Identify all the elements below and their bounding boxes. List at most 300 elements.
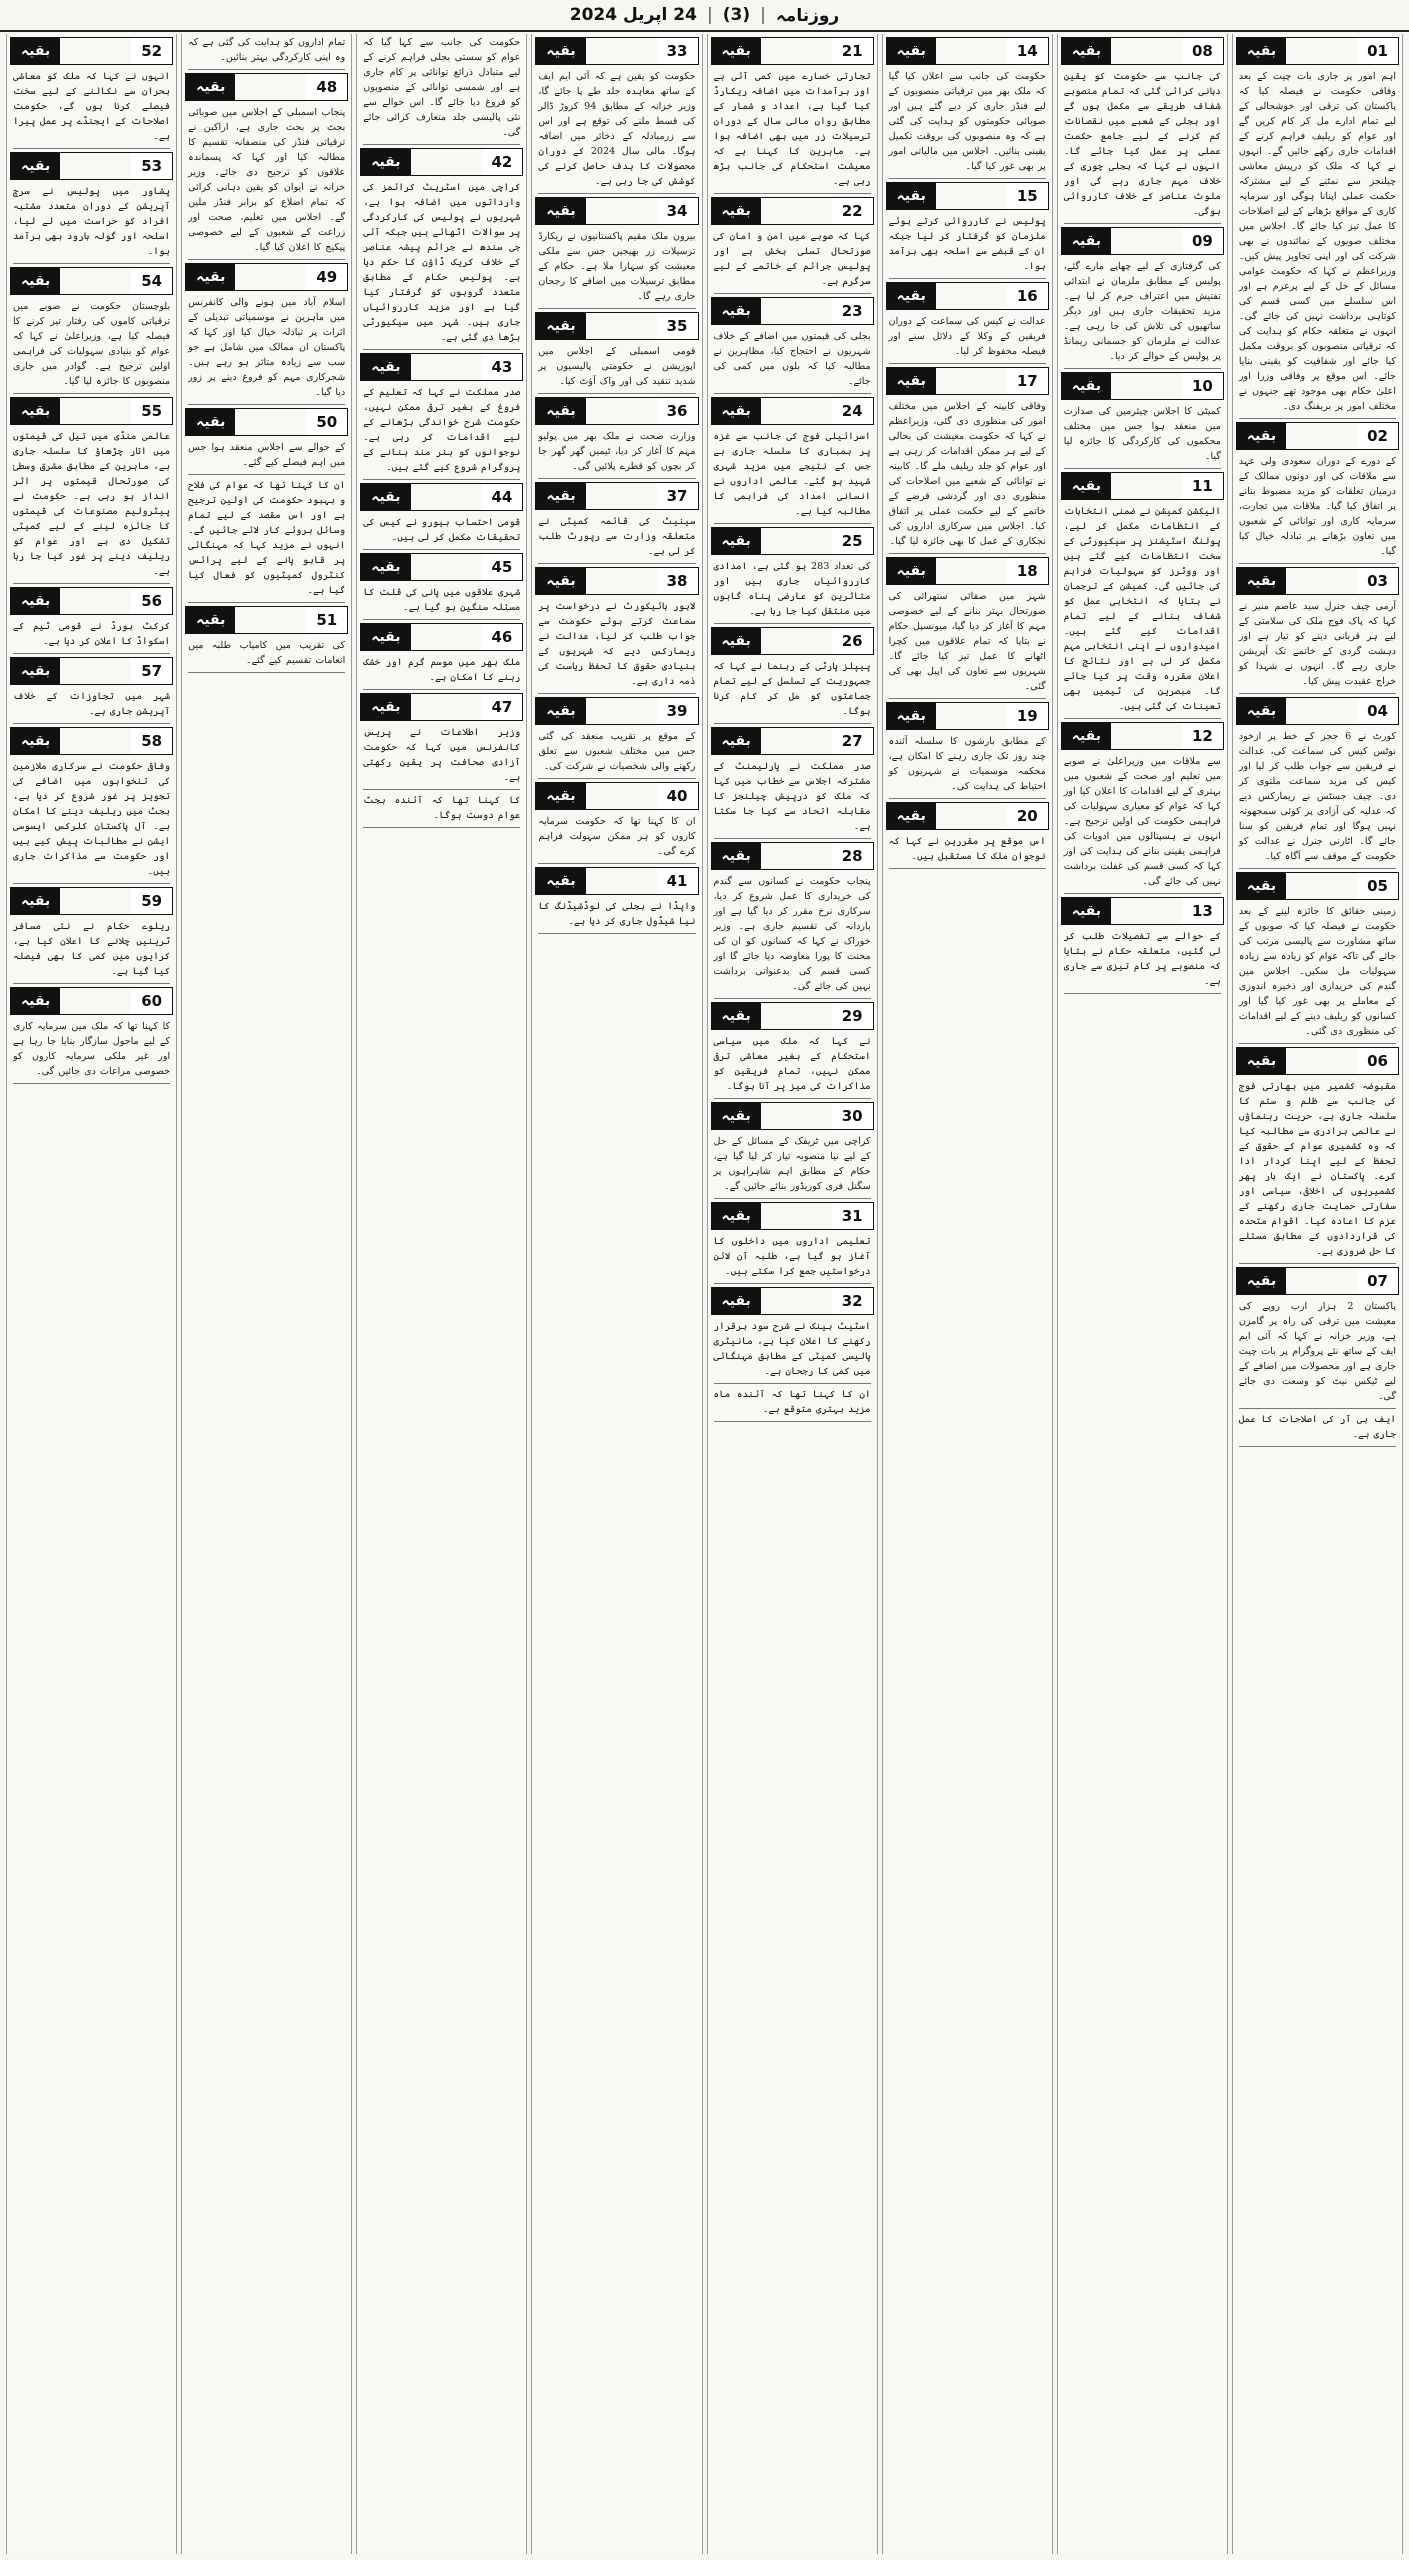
continuation-section bbox=[182, 477, 351, 603]
continuation-label: بقیہ bbox=[712, 728, 761, 754]
continuation-section bbox=[708, 727, 877, 839]
divider bbox=[714, 1383, 871, 1384]
divider bbox=[363, 479, 520, 480]
continuation-text: پولیس نے کارروائی کرتے ہوئے ملزمان کو گرفتار کر لیا جبکہ ان کے قبضے سے اسلحہ بھی برآمد ہوا۔ bbox=[888, 216, 1046, 272]
continuation-label: بقیہ bbox=[536, 783, 585, 809]
continuation-section bbox=[1058, 227, 1227, 369]
continuation-label: بقیہ bbox=[1237, 698, 1286, 724]
continuation-text: کے حوالے سے تفصیلات طلب کر لی گئیں، متعلقہ حکام نے بتایا کہ منصوبے پر کام تیزی سے جاری ہے۔ bbox=[1063, 931, 1221, 987]
continuation-header bbox=[535, 37, 698, 65]
continuation-number: 12 bbox=[1182, 723, 1223, 749]
continuation-text: ان کا کہنا تھا کہ حکومت سرمایہ کاروں کو ہر ممکن سہولت فراہم کرے گی۔ bbox=[538, 816, 696, 857]
divider bbox=[13, 883, 170, 884]
continuation-text: عالمی منڈی میں تیل کی قیمتوں میں اتار چڑھاؤ کا سلسلہ جاری ہے، ماہرین کے مطابق مشرق وسطیٰ کی صورتحال قیمتوں پر اثر انداز ہو رہی ہے۔ حکومت نے پیٹرولیم مصنوعات کی قیمتوں کا جائزہ لینے کے لیے کمیٹی تشکیل دی ہے اور عوام کو ریلیف دینے پر غور کیا جا رہا ہے۔ bbox=[13, 431, 171, 577]
continuation-header bbox=[360, 483, 523, 511]
continuation-text: قومی اسمبلی کے اجلاس میں اپوزیشن نے حکومتی پالیسیوں پر شدید تنقید کی اور واک آؤٹ کیا۔ bbox=[538, 346, 696, 387]
divider bbox=[363, 549, 520, 550]
continuation-header bbox=[360, 353, 523, 381]
divider bbox=[889, 553, 1046, 554]
divider bbox=[13, 1083, 170, 1084]
continuation-section bbox=[883, 37, 1052, 179]
continuation-label: بقیہ bbox=[11, 988, 60, 1014]
continuation-header bbox=[886, 367, 1049, 395]
continuation-header bbox=[711, 1287, 874, 1315]
continuation-text: بلوچستان حکومت نے صوبے میں ترقیاتی کاموں کی رفتار تیز کرنے کا فیصلہ کیا ہے، وزیراعلیٰ نے کہا کہ عوام کو بنیادی سہولیات کی فراہمی اولین ترجیح ہے۔ گوادر میں جاری منصوبوں کا جائزہ لیا گیا۔ bbox=[13, 301, 171, 387]
continuation-label: بقیہ bbox=[712, 1288, 761, 1314]
continuation-label: بقیہ bbox=[712, 38, 761, 64]
continuation-number: 45 bbox=[482, 554, 523, 580]
continuation-number: 39 bbox=[657, 698, 698, 724]
continuation-label: بقیہ bbox=[1062, 723, 1111, 749]
continuation-number: 24 bbox=[832, 398, 873, 424]
continuation-text: پنجاب اسمبلی کے اجلاس میں صوبائی بجٹ پر بحث جاری ہے، اراکین نے ترقیاتی فنڈز کی منصفانہ تقسیم کا مطالبہ کیا اور کہا کہ پسماندہ علاقوں کو ترجیح دی جائے۔ وزیر خزانہ نے ایوان کو یقین دہانی کرائی کہ تمام اضلاع کو برابر فنڈز ملیں گے۔ اجلاس میں تعلیم، صحت اور زراعت کے شعبوں کے لیے خصوصی پیکیج کا اعلان کیا گیا۔ bbox=[188, 107, 346, 253]
continuation-header bbox=[886, 182, 1049, 210]
divider bbox=[889, 363, 1046, 364]
divider bbox=[538, 693, 695, 694]
divider bbox=[188, 69, 345, 70]
continuation-label: بقیہ bbox=[712, 298, 761, 324]
continuation-header bbox=[1061, 472, 1224, 500]
continuation-number: 06 bbox=[1357, 1048, 1398, 1074]
continuation-number: 36 bbox=[657, 398, 698, 424]
continuation-header bbox=[10, 267, 173, 295]
continuation-header bbox=[711, 1102, 874, 1130]
column-6 bbox=[356, 34, 527, 2554]
continuation-header bbox=[360, 623, 523, 651]
continuation-section bbox=[708, 527, 877, 624]
continuation-text: زمینی حقائق کا جائزہ لینے کے بعد حکومت نے فیصلہ کیا کہ صوبوں کے ساتھ مشاورت سے پالیسی مرتب کی جائے گی تاکہ عوام کو زیادہ سے زیادہ سہولیات مل سکیں۔ اجلاس میں گندم کی خریداری اور ذخیرہ اندوزی کے معاملے پر بھی غور کیا گیا اور کسانوں کو ریلیف دینے کے لیے اقدامات کی منظوری دی گئی۔ bbox=[1238, 906, 1396, 1037]
continuation-section bbox=[1233, 567, 1402, 694]
continuation-text: بجلی کی قیمتوں میں اضافے کے خلاف شہریوں نے احتجاج کیا، مظاہرین نے مطالبہ کیا کہ بلوں میں کمی کی جائے۔ bbox=[713, 331, 871, 387]
continuation-section bbox=[883, 182, 1052, 279]
continuation-text: کے حوالے سے اجلاس منعقد ہوا جس میں اہم فیصلے کیے گئے۔ bbox=[188, 442, 346, 468]
continuation-section bbox=[532, 397, 701, 479]
divider bbox=[714, 523, 871, 524]
continuation-header bbox=[711, 527, 874, 555]
continuation-text: حکومت کی جانب سے اعلان کیا گیا کہ ملک بھر میں ترقیاتی منصوبوں کے لیے فنڈز جاری کر دیے گئے ہیں اور صوبائی حکومتوں کو ہدایت کی گئی ہے کہ وہ منصوبوں کی بروقت تکمیل یقینی بنائیں۔ اجلاس میں مالیاتی امور پر بھی غور کیا گیا۔ bbox=[888, 71, 1046, 172]
continuation-section bbox=[708, 627, 877, 724]
column-1 bbox=[1232, 34, 1403, 2554]
continuation-section bbox=[1233, 37, 1402, 419]
continuation-label: بقیہ bbox=[186, 409, 235, 435]
continuation-text: سینیٹ کی قائمہ کمیٹی نے متعلقہ وزارت سے رپورٹ طلب کر لی ہے۔ bbox=[538, 516, 696, 557]
continuation-section bbox=[532, 37, 701, 194]
divider bbox=[538, 308, 695, 309]
continuation-section bbox=[7, 587, 176, 654]
continuation-number: 17 bbox=[1007, 368, 1048, 394]
continuation-label: بقیہ bbox=[361, 484, 410, 510]
continuation-section bbox=[357, 483, 526, 550]
continuation-label: بقیہ bbox=[887, 368, 936, 394]
continuation-label: بقیہ bbox=[11, 38, 60, 64]
divider bbox=[714, 998, 871, 999]
continuation-label: بقیہ bbox=[887, 803, 936, 829]
continuation-section bbox=[532, 482, 701, 564]
continuation-header bbox=[360, 148, 523, 176]
continuation-header bbox=[535, 397, 698, 425]
divider bbox=[13, 983, 170, 984]
continuation-header bbox=[1061, 37, 1224, 65]
continuation-text: سے ملاقات میں وزیراعلیٰ نے صوبے میں تعلیم اور صحت کے شعبوں میں بہتری کے لیے اقدامات کا اعلان کیا اور کہا کہ عوام کو معیاری سہولیات کی فراہمی حکومت کی اولین ترجیح ہے۔ انہوں نے ہسپتالوں میں ادویات کی فراہمی یقینی بنانے کی ہدایت کی اور کہا کہ کسی قسم کی غفلت برداشت نہیں کی جائے گی۔ bbox=[1063, 756, 1221, 887]
continuation-label: بقیہ bbox=[11, 153, 60, 179]
continuation-text: ان کا کہنا تھا کہ عوام کی فلاح و بہبود حکومت کی اولین ترجیح ہے اور اس مقصد کے لیے تمام وسائل بروئے کار لائے جائیں گے۔ انہوں نے مزید کہا کہ مہنگائی پر قابو پانے کے لیے پرائس کنٹرول کمیٹیوں کو فعال کیا گیا ہے۔ bbox=[188, 480, 346, 596]
continuation-text: حکومت کی جانب سے کہا گیا کہ عوام کو سستی بجلی فراہم کرنے کے لیے متبادل ذرائع توانائی پر کام جاری ہے اور شمسی توانائی کے منصوبوں کو فروغ دیا جائے گا۔ اس حوالے سے نئی پالیسی جلد متعارف کرائی جائے گی۔ bbox=[363, 37, 521, 138]
divider bbox=[889, 698, 1046, 699]
continuation-text: پاکستان 2 ہزار ارب روپے کی معیشت میں ترقی کی راہ پر گامزن ہے، وزیر خزانہ نے کہا کہ آئی ایم ایف کے ساتھ نئے پروگرام پر بات چیت جاری ہے اور محصولات میں اضافے کے لیے ٹیکس نیٹ کو وسعت دی جائے گی۔ bbox=[1238, 1301, 1396, 1402]
divider bbox=[538, 863, 695, 864]
continuation-header bbox=[711, 297, 874, 325]
continuation-text: پیپلز پارٹی کے رہنما نے کہا کہ جمہوریت کے تسلسل کے لیے تمام جماعتوں کو مل کر کام کرنا ہوگا۔ bbox=[713, 661, 871, 717]
continuation-number: 10 bbox=[1182, 373, 1223, 399]
divider bbox=[714, 193, 871, 194]
continuation-section bbox=[532, 697, 701, 779]
continuation-label: بقیہ bbox=[712, 1003, 761, 1029]
continuation-text: ان کا کہنا تھا کہ آئندہ ماہ مزید بہتری متوقع ہے۔ bbox=[713, 1389, 871, 1415]
continuation-text: وزیر اطلاعات نے پریس کانفرنس میں کہا کہ حکومت آزادی صحافت پر یقین رکھتی ہے۔ bbox=[363, 727, 521, 783]
continuation-number: 13 bbox=[1182, 898, 1223, 924]
divider bbox=[363, 144, 520, 145]
continuation-label: بقیہ bbox=[1062, 38, 1111, 64]
continuation-header bbox=[1236, 37, 1399, 65]
continuation-text: صدر مملکت نے پارلیمنٹ کے مشترکہ اجلاس سے خطاب میں کہا کہ ملک کو درپیش چیلنجز کا مقابلہ اتحاد سے کیا جا سکتا ہے۔ bbox=[713, 761, 871, 832]
continuation-section bbox=[1233, 697, 1402, 869]
continuation-number: 43 bbox=[482, 354, 523, 380]
continuation-label: بقیہ bbox=[1237, 1268, 1286, 1294]
continuation-section bbox=[1233, 1047, 1402, 1264]
continuation-section bbox=[1058, 372, 1227, 469]
continuation-section bbox=[1233, 1411, 1402, 1447]
continuation-header bbox=[1236, 1267, 1399, 1295]
continuation-label: بقیہ bbox=[712, 628, 761, 654]
continuation-label: بقیہ bbox=[11, 658, 60, 684]
continuation-number: 26 bbox=[832, 628, 873, 654]
continuation-label: بقیہ bbox=[1237, 423, 1286, 449]
continuation-number: 60 bbox=[131, 988, 172, 1014]
continuation-label: بقیہ bbox=[11, 268, 60, 294]
continuation-text: کی تقریب میں کامیاب طلبہ میں انعامات تقسیم کیے گئے۔ bbox=[188, 640, 346, 666]
continuation-number: 56 bbox=[131, 588, 172, 614]
continuation-text: اس موقع پر مقررین نے کہا کہ نوجوان ملک کا مستقبل ہیں۔ bbox=[888, 836, 1046, 862]
continuation-header bbox=[10, 152, 173, 180]
divider bbox=[1064, 893, 1221, 894]
continuation-header bbox=[886, 557, 1049, 585]
continuation-text: بیرون ملک مقیم پاکستانیوں نے ریکارڈ ترسیلات زر بھیجیں جس سے ملکی معیشت کو سہارا ملا ہے۔ حکام کے مطابق ترسیلات میں اضافے کا رجحان جاری رہے گا۔ bbox=[538, 231, 696, 302]
divider bbox=[363, 349, 520, 350]
continuation-header bbox=[360, 553, 523, 581]
continuation-number: 35 bbox=[657, 313, 698, 339]
continuation-number: 07 bbox=[1357, 1268, 1398, 1294]
continuation-header bbox=[1236, 567, 1399, 595]
continuation-section bbox=[7, 397, 176, 584]
continuation-section bbox=[532, 197, 701, 309]
continuation-header bbox=[10, 887, 173, 915]
continuation-text: کے موقع پر تقریب منعقد کی گئی جس میں مختلف شعبوں سے تعلق رکھنے والی شخصیات نے شرکت کی۔ bbox=[538, 731, 696, 772]
continuation-text: شہری علاقوں میں پانی کی قلت کا مسئلہ سنگین ہو گیا ہے۔ bbox=[363, 587, 521, 613]
continuation-label: بقیہ bbox=[11, 588, 60, 614]
continuation-label: بقیہ bbox=[1237, 568, 1286, 594]
divider bbox=[538, 478, 695, 479]
continuation-label: بقیہ bbox=[536, 198, 585, 224]
continuation-number: 30 bbox=[832, 1103, 873, 1129]
continuation-section bbox=[1058, 722, 1227, 894]
continuation-number: 52 bbox=[131, 38, 172, 64]
divider bbox=[1064, 468, 1221, 469]
divider bbox=[538, 393, 695, 394]
continuation-text: حکومت کو یقین ہے کہ آئی ایم ایف کے ساتھ معاہدہ جلد طے پا جائے گا، وزیر خزانہ کے مطابق 94 کروڑ ڈالر کی قسط ملنے کی توقع ہے اور اس سے زرمبادلہ کے ذخائر میں اضافہ ہوگا۔ مالی سال 2024 کے دوران محصولات کا ہدف حاصل کرنے کی کوشش کی جا رہی ہے۔ bbox=[538, 71, 696, 187]
continuation-number: 51 bbox=[306, 607, 347, 633]
continuation-header bbox=[10, 397, 173, 425]
continuation-text: ایف بی آر کی اصلاحات کا عمل جاری ہے۔ bbox=[1238, 1414, 1396, 1440]
continuation-number: 05 bbox=[1357, 873, 1398, 899]
divider bbox=[1239, 1263, 1396, 1264]
continuation-number: 37 bbox=[657, 483, 698, 509]
continuation-section bbox=[357, 623, 526, 690]
continuation-number: 21 bbox=[832, 38, 873, 64]
continuation-text: کی گرفتاری کے لیے چھاپے مارے گئے، پولیس کے مطابق ملزمان نے ابتدائی تفتیش میں اعتراف جرم کر لیا ہے۔ مزید تحقیقات جاری ہیں اور دیگر ساتھیوں کی تلاش کی جا رہی ہے۔ عدالت نے ملزمان کو جسمانی ریمانڈ پر پولیس کے حوالے کر دیا۔ bbox=[1063, 261, 1221, 362]
continuation-label: بقیہ bbox=[186, 607, 235, 633]
continuation-label: بقیہ bbox=[712, 398, 761, 424]
continuation-header bbox=[886, 282, 1049, 310]
continuation-number: 25 bbox=[832, 528, 873, 554]
continuation-number: 44 bbox=[482, 484, 523, 510]
continuation-section bbox=[1058, 37, 1227, 224]
continuation-number: 19 bbox=[1007, 703, 1048, 729]
continuation-number: 18 bbox=[1007, 558, 1048, 584]
divider bbox=[1239, 563, 1396, 564]
continuation-label: بقیہ bbox=[1062, 373, 1111, 399]
continuation-section bbox=[708, 1287, 877, 1384]
continuation-text: کہا کہ صوبے میں امن و امان کی صورتحال تسلی بخش ہے اور پولیس جرائم کے خاتمے کے لیے سرگرم ہے۔ bbox=[713, 231, 871, 287]
continuation-header bbox=[535, 697, 698, 725]
continuation-label: بقیہ bbox=[11, 888, 60, 914]
continuation-header bbox=[711, 727, 874, 755]
continuation-section bbox=[883, 702, 1052, 799]
continuation-number: 34 bbox=[657, 198, 698, 224]
continuation-text: پشاور میں پولیس نے سرچ آپریشن کے دوران متعدد مشتبہ افراد کو حراست میں لے لیا، اسلحہ اور گولہ بارود بھی برآمد ہوا۔ bbox=[13, 186, 171, 257]
divider bbox=[714, 293, 871, 294]
continuation-label: بقیہ bbox=[536, 868, 585, 894]
continuation-number: 49 bbox=[306, 264, 347, 290]
continuation-number: 08 bbox=[1182, 38, 1223, 64]
continuation-text: انہوں نے کہا کہ ملک کو معاشی بحران سے نکالنے کے لیے سخت فیصلے کرنا ہوں گے، حکومت اصلاحات کے ایجنڈے پر عمل پیرا ہے۔ bbox=[13, 71, 171, 142]
continuation-header bbox=[1236, 422, 1399, 450]
divider bbox=[714, 393, 871, 394]
continuation-section bbox=[708, 37, 877, 194]
continuation-text: کی تعداد 283 ہو گئی ہے، امدادی کارروائیاں جاری ہیں اور متاثرین کو عارضی پناہ گاہوں میں منتقل کیا جا رہا ہے۔ bbox=[713, 561, 871, 617]
divider bbox=[714, 723, 871, 724]
continuation-label: بقیہ bbox=[536, 568, 585, 594]
continuation-number: 46 bbox=[482, 624, 523, 650]
continuation-number: 09 bbox=[1182, 228, 1223, 254]
continuation-section bbox=[357, 792, 526, 828]
continuation-section bbox=[357, 148, 526, 350]
divider bbox=[13, 723, 170, 724]
continuation-number: 42 bbox=[482, 149, 523, 175]
continuation-number: 58 bbox=[131, 728, 172, 754]
continuation-text: اسلام آباد میں ہونے والی کانفرنس میں ماہرین نے موسمیاتی تبدیلی کے اثرات پر تبادلہ خیال کیا اور کہا کہ پاکستان ان ممالک میں شامل ہے جو سب سے زیادہ متاثر ہو رہے ہیں۔ شجرکاری مہم کو فروغ دینے پر زور دیا گیا۔ bbox=[188, 297, 346, 398]
continuation-label: بقیہ bbox=[361, 554, 410, 580]
continuation-section bbox=[1233, 1267, 1402, 1409]
continuation-label: بقیہ bbox=[887, 558, 936, 584]
continuation-number: 27 bbox=[832, 728, 873, 754]
continuation-label: بقیہ bbox=[11, 728, 60, 754]
continuation-header bbox=[535, 197, 698, 225]
divider bbox=[188, 602, 345, 603]
continuation-header bbox=[185, 73, 348, 101]
continuation-label: بقیہ bbox=[887, 183, 936, 209]
continuation-text: کی جانب سے حکومت کو یقین دہانی کرائی گئی کہ تمام منصوبے شفاف طریقے سے مکمل ہوں گے اور بجلی کے شعبے میں نقصانات کم کرنے کے لیے جامع حکمت عملی پر عمل کیا جائے گا۔ انہوں نے کہا کہ بجلی چوری کے خلاف مہم جاری رہے گی اور ملوث عناصر کے خلاف کارروائی ہوگی۔ bbox=[1063, 71, 1221, 217]
continuation-header bbox=[711, 842, 874, 870]
continuation-number: 48 bbox=[306, 74, 347, 100]
continuation-number: 28 bbox=[832, 843, 873, 869]
continuation-number: 14 bbox=[1007, 38, 1048, 64]
continuation-text: مقبوضہ کشمیر میں بھارتی فوج کی جانب سے ظلم و ستم کا سلسلہ جاری ہے، حریت رہنماؤں نے عالمی برادری سے مطالبہ کیا کہ وہ کشمیری عوام کے حقوق کے تحفظ کے لیے اپنا کردار ادا کرے۔ پاکستان نے ایک بار پھر کشمیریوں کی اخلاقی، سیاسی اور سفارتی حمایت جاری رکھنے کے عزم کا اعادہ کیا۔ اقوام متحدہ کی قراردادوں کے مطابق مسئلے کا حل ضروری ہے۔ bbox=[1238, 1081, 1396, 1257]
continuation-label: بقیہ bbox=[712, 528, 761, 554]
continuation-text: کراچی میں ٹریفک کے مسائل کے حل کے لیے نیا منصوبہ تیار کر لیا گیا ہے، حکام کے مطابق اہم شاہراہوں پر سگنل فری کوریڈور بنائے جائیں گے۔ bbox=[713, 1136, 871, 1192]
continuation-header bbox=[711, 1002, 874, 1030]
continuation-number: 02 bbox=[1357, 423, 1398, 449]
continuation-number: 50 bbox=[306, 409, 347, 435]
continuation-section bbox=[708, 842, 877, 999]
continuation-label: بقیہ bbox=[1237, 873, 1286, 899]
continuation-header bbox=[360, 693, 523, 721]
continuation-header bbox=[185, 606, 348, 634]
continuation-section bbox=[883, 557, 1052, 699]
continuation-section bbox=[7, 152, 176, 264]
masthead: روزنامہ | (3) | 24 اپریل 2024 bbox=[0, 0, 1409, 32]
divider bbox=[1239, 1043, 1396, 1044]
continuation-header bbox=[1061, 897, 1224, 925]
continuation-number: 23 bbox=[832, 298, 873, 324]
continuation-label: بقیہ bbox=[186, 74, 235, 100]
continuation-text: وفاقی حکومت نے سرکاری ملازمین کی تنخواہوں میں اضافے کی تجویز پر غور شروع کر دیا ہے، بجٹ میں ریلیف دینے کا امکان ہے۔ آل پاکستان کلرکس ایسوسی ایشن نے مطالبات پیش کیے ہیں اور حکومت سے مذاکرات جاری ہیں۔ bbox=[13, 761, 171, 877]
continuation-header bbox=[10, 657, 173, 685]
continuation-section bbox=[1058, 472, 1227, 719]
divider bbox=[363, 619, 520, 620]
continuation-section bbox=[708, 1102, 877, 1199]
continuation-section bbox=[708, 297, 877, 394]
continuation-header bbox=[535, 312, 698, 340]
continuation-section bbox=[182, 408, 351, 475]
continuation-number: 59 bbox=[131, 888, 172, 914]
continuation-text: اہم امور پر جاری بات چیت کے بعد وفاقی حکومت نے فیصلہ کیا کہ پاکستان کی ترقی اور خوشحالی کے لیے تمام ادارے مل کر کام کریں گے اور عوام کو ریلیف فراہم کرنے کے اقدامات جاری رکھے جائیں گے۔ انہوں نے کہا کہ ملک کو درپیش معاشی چیلنجز سے نمٹنے کے لیے مشترکہ حکمت عملی اپنانا ہوگی اور سرمایہ کاری کے مواقع بڑھانے کے لیے اصلاحات کا عمل تیز کیا جائے گا۔ اجلاس میں مختلف صوبوں کے نمائندوں نے بھی شرکت کی اور اپنی تجاویز پیش کیں۔ وزیراعظم نے کہا کہ حکومت عوامی مسائل کے حل کے لیے پرعزم ہے اور اس سلسلے میں کسی قسم کی کوتاہی برداشت نہیں کی جائے گی۔ انہوں نے متعلقہ حکام کو ہدایت کی کہ ترقیاتی منصوبوں کو بروقت مکمل کیا جائے اور شفافیت کو یقینی بنایا جائے۔ اس موقع پر وفاقی وزرا اور اعلیٰ حکام بھی موجود تھے جنہوں نے مختلف امور پر بریفنگ دی۔ bbox=[1238, 71, 1396, 412]
continuation-section bbox=[7, 987, 176, 1084]
divider bbox=[13, 393, 170, 394]
continuation-section bbox=[7, 37, 176, 149]
continuation-number: 33 bbox=[657, 38, 698, 64]
continuation-number: 11 bbox=[1182, 473, 1223, 499]
column-7 bbox=[181, 34, 352, 2554]
continuation-text: کے مطابق بارشوں کا سلسلہ آئندہ چند روز تک جاری رہنے کا امکان ہے، محکمہ موسمیات نے شہریوں کو احتیاط کی ہدایت کی۔ bbox=[888, 736, 1046, 792]
continuation-label: بقیہ bbox=[712, 198, 761, 224]
continuation-text: لاہور ہائیکورٹ نے درخواست پر سماعت کرتے ہوئے حکومت سے جواب طلب کر لیا، عدالت نے ریمارکس دیے کہ شہریوں کے بنیادی حقوق کا تحفظ ریاست کی ذمہ داری ہے۔ bbox=[538, 601, 696, 687]
continuation-header bbox=[711, 627, 874, 655]
continuation-header bbox=[1061, 227, 1224, 255]
divider bbox=[538, 933, 695, 934]
continuation-number: 41 bbox=[657, 868, 698, 894]
continuation-section bbox=[357, 553, 526, 620]
continuation-header bbox=[535, 482, 698, 510]
continuation-text: کا کہنا تھا کہ ملک میں سرمایہ کاری کے لیے ماحول سازگار بنایا جا رہا ہے اور غیر ملکی سرمایہ کاروں کو خصوصی مراعات دی جائیں گی۔ bbox=[13, 1021, 171, 1077]
continuation-section bbox=[708, 197, 877, 294]
continuation-section bbox=[708, 1002, 877, 1099]
continuation-label: بقیہ bbox=[1062, 228, 1111, 254]
continuation-text: ملک بھر میں موسم گرم اور خشک رہنے کا امکان ہے۔ bbox=[363, 657, 521, 683]
divider bbox=[13, 653, 170, 654]
continuation-text: ریلوے حکام نے نئی مسافر ٹرینیں چلانے کا اعلان کیا ہے، کرایوں میں کمی کا بھی فیصلہ کیا گیا ہے۔ bbox=[13, 921, 171, 977]
continuation-section bbox=[182, 73, 351, 260]
continuation-text: شہر میں تجاوزات کے خلاف آپریشن جاری ہے۔ bbox=[13, 691, 171, 717]
continuation-label: بقیہ bbox=[361, 149, 410, 175]
continuation-label: بقیہ bbox=[536, 313, 585, 339]
divider bbox=[363, 827, 520, 828]
columns-container bbox=[6, 34, 1403, 2554]
continuation-label: بقیہ bbox=[1237, 38, 1286, 64]
divider bbox=[363, 789, 520, 790]
column-3 bbox=[882, 34, 1053, 2554]
continuation-text: وفاقی کابینہ کے اجلاس میں مختلف امور کی منظوری دی گئی، وزیراعظم نے کہا کہ حکومت معیشت کی بحالی کے لیے ہر ممکن اقدامات کر رہی ہے اور عوام کو جلد ریلیف ملے گا۔ کابینہ نے توانائی کے شعبے میں اصلاحات کی منظوری دی اور گردشی قرضے کے خاتمے کے لیے حکمت عملی پر اتفاق کیا۔ اجلاس میں سرکاری اداروں کی نجکاری کے عمل کا بھی جائزہ لیا گیا۔ bbox=[888, 401, 1046, 547]
continuation-header bbox=[886, 702, 1049, 730]
continuation-header bbox=[886, 37, 1049, 65]
divider bbox=[538, 778, 695, 779]
continuation-header bbox=[711, 37, 874, 65]
continuation-header bbox=[10, 727, 173, 755]
divider bbox=[188, 672, 345, 673]
continuation-label: بقیہ bbox=[712, 843, 761, 869]
continuation-section bbox=[532, 867, 701, 934]
continuation-text: الیکشن کمیشن نے ضمنی انتخابات کے انتظامات مکمل کر لیے، پولنگ اسٹیشنز پر سیکیورٹی کے سخت انتظامات کیے گئے ہیں اور ووٹرز کو سہولیات فراہم کی جائیں گی۔ کمیشن کے ترجمان نے بتایا کہ انتخابی عمل کو شفاف بنانے کے لیے تمام اقدامات کیے گئے ہیں۔ امیدواروں نے اپنی انتخابی مہم مکمل کر لی ہے اور نتائج کا اعلان مقررہ وقت پر کیا جائے گا۔ مبصرین کی ٹیمیں بھی تعینات کی گئی ہیں۔ bbox=[1063, 506, 1221, 712]
continuation-text: قومی احتساب بیورو نے کیس کی تحقیقات مکمل کر لی ہیں۔ bbox=[363, 517, 521, 543]
continuation-text: کرکٹ بورڈ نے قومی ٹیم کے اسکواڈ کا اعلان کر دیا ہے۔ bbox=[13, 621, 171, 647]
continuation-header bbox=[711, 197, 874, 225]
continuation-section bbox=[708, 1202, 877, 1284]
continuation-number: 04 bbox=[1357, 698, 1398, 724]
column-4 bbox=[707, 34, 878, 2554]
continuation-number: 01 bbox=[1357, 38, 1398, 64]
continuation-label: بقیہ bbox=[361, 354, 410, 380]
divider bbox=[538, 563, 695, 564]
continuation-text: عدالت نے کیس کی سماعت کے دوران فریقین کے وکلا کے دلائل سنے اور فیصلہ محفوظ کر لیا۔ bbox=[888, 316, 1046, 357]
continuation-label: بقیہ bbox=[536, 698, 585, 724]
continuation-number: 57 bbox=[131, 658, 172, 684]
continuation-section bbox=[7, 267, 176, 394]
continuation-section bbox=[357, 353, 526, 480]
divider bbox=[1239, 693, 1396, 694]
continuation-header bbox=[10, 587, 173, 615]
continuation-text: اسٹیٹ بینک نے شرح سود برقرار رکھنے کا اعلان کیا ہے، مانیٹری پالیسی کمیٹی کے مطابق مہنگائی میں کمی کا رجحان ہے۔ bbox=[713, 1321, 871, 1377]
divider bbox=[13, 263, 170, 264]
divider bbox=[1239, 1408, 1396, 1409]
continuation-label: بقیہ bbox=[536, 483, 585, 509]
continuation-label: بقیہ bbox=[887, 703, 936, 729]
continuation-text: آرمی چیف جنرل سید عاصم منیر نے کہا کہ پاک فوج ملک کی سلامتی کے لیے ہر قربانی دینے کو تیار ہے اور دہشت گردی کے خاتمے تک آپریشن جاری رہے گا۔ انہوں نے شہدا کو خراج عقیدت پیش کیا۔ bbox=[1238, 601, 1396, 687]
divider bbox=[363, 689, 520, 690]
divider bbox=[538, 193, 695, 194]
continuation-section bbox=[883, 282, 1052, 364]
continuation-label: بقیہ bbox=[887, 283, 936, 309]
continuation-label: بقیہ bbox=[1237, 1048, 1286, 1074]
divider bbox=[714, 1283, 871, 1284]
continuation-text: تعلیمی اداروں میں داخلوں کا آغاز ہو گیا ہے، طلبہ آن لائن درخواستیں جمع کرا سکتے ہیں۔ bbox=[713, 1236, 871, 1277]
divider bbox=[714, 623, 871, 624]
divider bbox=[188, 474, 345, 475]
continuation-section bbox=[883, 802, 1052, 869]
continuation-number: 31 bbox=[832, 1203, 873, 1229]
continuation-header bbox=[185, 263, 348, 291]
divider bbox=[1239, 418, 1396, 419]
continuation-text: پنجاب حکومت نے کسانوں سے گندم کی خریداری کا عمل شروع کر دیا، سرکاری نرخ مقرر کر دیا گیا ہے اور باردانہ کی تقسیم جاری ہے۔ وزیر خوراک نے کہا کہ کسانوں کو ان کی محنت کا پورا معاوضہ دیا جائے گا اور کسی قسم کی بدعنوانی برداشت نہیں کی جائے گی۔ bbox=[713, 876, 871, 992]
continuation-text: تمام اداروں کو ہدایت کی گئی ہے کہ وہ اپنی کارکردگی بہتر بنائیں۔ bbox=[188, 37, 346, 63]
